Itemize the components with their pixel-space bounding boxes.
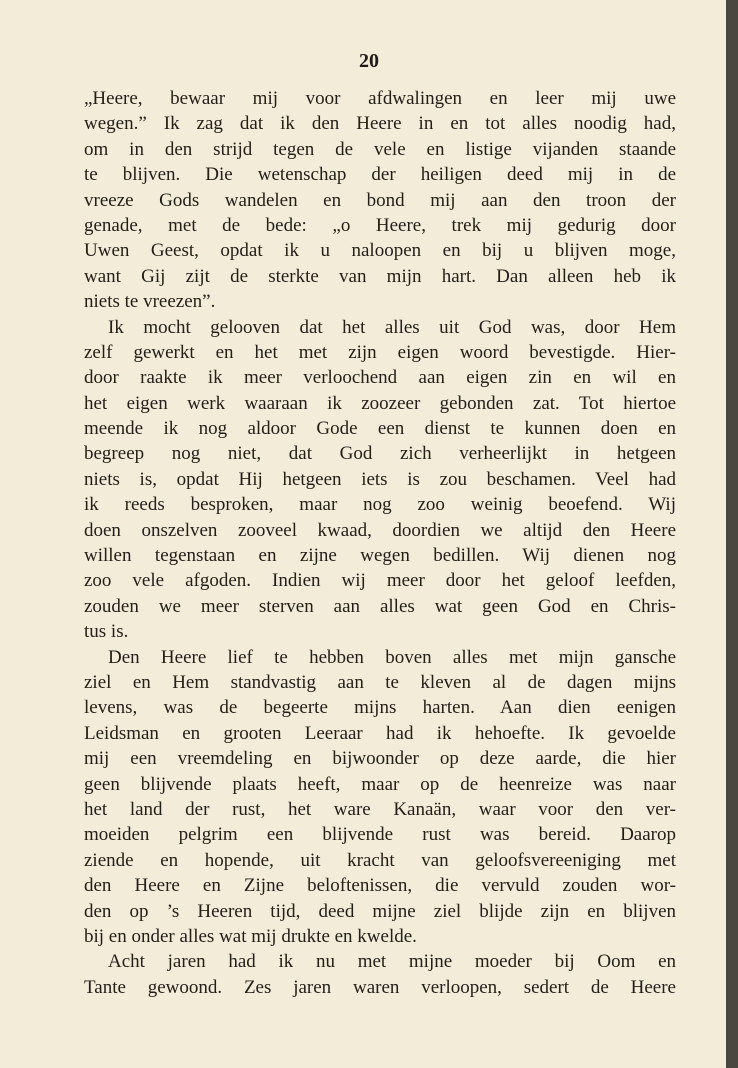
page-number: 20 xyxy=(359,50,379,72)
paragraph-start-line: Ik mocht gelooven dat het alles uit God was, door Hem xyxy=(108,316,676,338)
text-line: moeiden pelgrim een blijvende rust was bereid. Daarop xyxy=(84,824,676,846)
paragraph-start-line: Den Heere lief te hebben boven alles met mijn gansche xyxy=(108,646,676,668)
text-line: te blijven. Die wetenschap der heiligen deed mij in de xyxy=(84,164,676,186)
text-line: Leidsman en grooten Leeraar had ik hehoefte. Ik gevoelde xyxy=(84,722,676,744)
text-line: zoo vele afgoden. Indien wij meer door het geloof leefden, xyxy=(84,570,676,592)
text-line: het land der rust, het ware Kanaän, waar voor den ver- xyxy=(84,798,676,820)
text-line: want Gij zijt de sterkte van mijn hart. Dan alleen heb ik xyxy=(84,265,676,287)
text-line: doen onszelven zooveel kwaad, doordien we altijd den Heere xyxy=(84,519,676,541)
text-line: mij een vreemdeling en bijwoonder op deze aarde, die hier xyxy=(84,748,676,770)
paragraph-end-line: tus is. xyxy=(84,621,129,643)
text-line: „Heere, bewaar mij voor afdwalingen en leer mij uwe xyxy=(84,88,676,109)
text-line: willen tegenstaan en zijne wegen bedillen. Wij dienen nog xyxy=(84,545,676,567)
paragraph-end-line: niets te vreezen”. xyxy=(84,291,216,313)
text-line: levens, was de begeerte mijns harten. Aan dien eenigen xyxy=(84,697,676,719)
text-line: meende ik nog aldoor Gode een dienst te kunnen doen en xyxy=(84,418,676,440)
text-line: den Heere en Zijne beloftenissen, die vervuld zouden wor- xyxy=(84,875,676,897)
text-line: zelf gewerkt en het met zijn eigen woord bevestigde. Hier- xyxy=(84,341,676,363)
text-line: zouden we meer sterven aan alles wat geen God en Chris- xyxy=(84,595,676,617)
text-line: Tante gewoond. Zes jaren waren verloopen, sedert de Heere xyxy=(84,976,676,998)
text-line: om in den strijd tegen de vele en listige vijanden staande xyxy=(84,138,676,160)
body-text xyxy=(84,86,676,1000)
text-line: genade, met de bede: „o Heere, trek mij gedurig door xyxy=(84,214,676,236)
paragraph-end-line: bij en onder alles wat mij drukte en kwelde. xyxy=(84,925,417,947)
text-line: den op ’s Heeren tijd, deed mijne ziel blijde zijn en blijven xyxy=(84,900,676,922)
text-line: Uwen Geest, opdat ik u naloopen en bij u blijven moge, xyxy=(84,240,676,262)
text-line: door raakte ik meer verloochend aan eigen zin en wil en xyxy=(84,367,676,389)
text-line: niets is, opdat Hij hetgeen iets is zou beschamen. Veel had xyxy=(84,468,676,490)
text-line: ziel en Hem standvastig aan te kleven al de dagen mijns xyxy=(84,671,676,693)
text-line: het eigen werk waaraan ik zoozeer gebonden zat. Tot hiertoe xyxy=(84,392,676,414)
text-line: ik reeds besproken, maar nog zoo weinig beoefend. Wij xyxy=(84,494,676,516)
text-line: ziende en hopende, uit kracht van geloofsvereeniging met xyxy=(84,849,676,871)
paragraph-start-line: Acht jaren had ik nu met mijne moeder bij Oom en xyxy=(108,951,676,973)
text-line: begreep nog niet, dat God zich verheerlijkt in hetgeen xyxy=(84,443,676,465)
scan-edge xyxy=(726,0,738,1068)
text-line: geen blijvende plaats heeft, maar op de heenreize was naar xyxy=(84,773,676,795)
text-line: wegen.” Ik zag dat ik den Heere in en tot alles noodig had, xyxy=(84,113,676,135)
text-line: vreeze Gods wandelen en bond mij aan den troon der xyxy=(84,189,676,211)
